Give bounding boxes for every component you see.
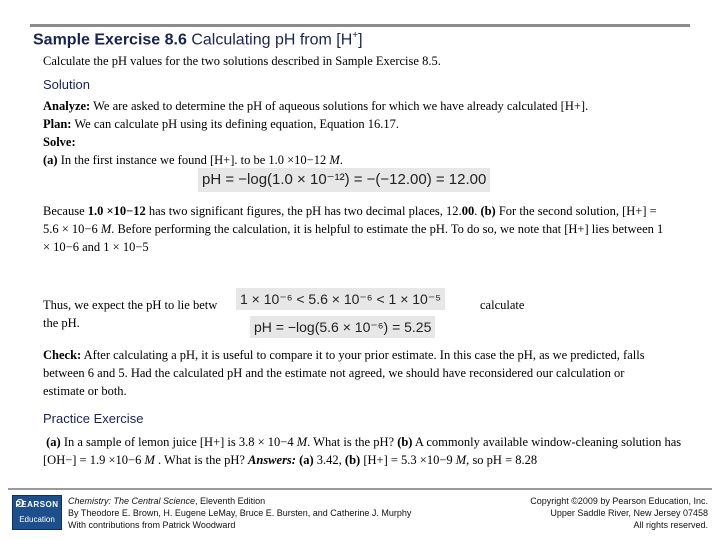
solution-heading: Solution	[43, 77, 90, 92]
plan-label: Plan:	[43, 117, 72, 131]
plan-paragraph	[43, 115, 668, 133]
because-bold-3: (b)	[480, 204, 496, 218]
top-rule	[30, 24, 690, 27]
part-a-paragraph	[43, 151, 668, 169]
answer-a-label: (a)	[295, 453, 314, 467]
because-text-1: Because	[43, 204, 88, 218]
equation-ph-part-a: pH = −log(1.0 × 10⁻¹²) = −(−12.00) = 12.00	[198, 168, 490, 192]
solve-label	[43, 133, 668, 151]
pearson-logo	[12, 495, 62, 530]
title-rest: Calculating pH from [H	[186, 31, 353, 49]
thus-line-2: the pH.	[43, 316, 80, 330]
practice-paragraph	[43, 433, 703, 469]
title-close: ]	[358, 31, 363, 49]
practice-heading: Practice Exercise	[43, 411, 144, 426]
footer-title-line	[68, 495, 411, 507]
footer-authors: By Theodore E. Brown, H. Eugene LeMay, Bruce E. Bursten, and Catherine J. Murphy	[68, 508, 412, 518]
part-a-end: .	[339, 153, 343, 167]
solve-label-text: Solve:	[43, 135, 76, 149]
answer-a: 3.42,	[313, 453, 345, 467]
thus-line-1-end: calculate	[480, 298, 525, 312]
answer-b-unit: M,	[455, 453, 470, 467]
because-text-2: has two significant figures, the pH has two decimal places, 12.	[145, 204, 462, 218]
because-bold-2: 00	[461, 204, 475, 218]
footer-edition: , Eleventh Edition	[195, 496, 266, 506]
answer-b-end: so pH = 8.28	[469, 453, 538, 467]
part-a-label: (a)	[43, 153, 58, 167]
logo-pearson-text: PEARSON	[15, 500, 59, 509]
equation-estimate: 1 × 10⁻⁶ < 5.6 × 10⁻⁶ < 1 × 10⁻⁵	[236, 288, 445, 310]
because-text-3: .	[474, 204, 481, 218]
part-a-text: In the first instance we found [H+]. to be 1.0 ×10−12	[57, 153, 330, 167]
footer-copyright-line: Copyright ©2009 by Pearson Education, Inc.	[530, 496, 708, 506]
footer-rights: All rights reserved.	[633, 520, 708, 530]
footer-contrib: With contributions from Patrick Woodward	[68, 520, 236, 530]
analyze-text: We are asked to determine the pH of aqueous solutions for which we have already calculated [H+].	[90, 99, 589, 113]
practice-a-unit: M	[296, 435, 308, 449]
practice-a-text: In a sample of lemon juice [H+] is 3.8 × 10−4	[60, 435, 297, 449]
practice-a-text-2: . What is the pH?	[307, 435, 398, 449]
practice-a-label: (a)	[46, 435, 61, 449]
footer-copyright	[530, 495, 708, 531]
part-a-unit: M	[329, 153, 340, 167]
practice-b-text-2: . What is the pH?	[154, 453, 249, 467]
check-label: Check:	[43, 348, 82, 362]
footer-address: Upper Saddle River, New Jersey 07458	[550, 508, 708, 518]
page-title	[33, 30, 363, 49]
answer-b: [H+] = 5.3 ×10−9	[360, 453, 456, 467]
footer-book-info	[68, 495, 411, 531]
answer-b-label: (b)	[344, 453, 361, 467]
title-sup: +	[352, 30, 359, 41]
footer-book-title: Chemistry: The Central Science	[68, 496, 196, 506]
because-italic-1: M	[100, 222, 112, 236]
check-paragraph	[43, 346, 668, 400]
logo-education-text: Education	[19, 515, 55, 524]
because-text-5: . Before performing the calculation, it is helpful to estimate the pH. To do so, we note that [H+] lies between 1 × 10−6 and 1 × 10−5	[43, 222, 664, 254]
because-bold-1: 1.0 ×10−12	[87, 204, 146, 218]
because-text-4: For the second solution, [H+] = 5.6 × 10−6	[43, 204, 657, 236]
answers-label: Answers:	[248, 453, 296, 467]
intro-text: Calculate the pH values for the two solutions described in Sample Exercise 8.5.	[43, 54, 441, 68]
title-bold: Sample Exercise 8.6	[33, 31, 187, 49]
thus-line-1: Thus, we expect the pH to lie betw	[43, 298, 218, 312]
practice-b-label: (b)	[397, 435, 413, 449]
analyze-label: Analyze:	[43, 99, 91, 113]
check-text: After calculating a pH, it is useful to compare it to your prior estimate. In this case the pH, as we predicted, falls between 6 and 5. Had the calculated pH and the estimate not agreed, we should have reconsidered our calculation or estimate or both.	[43, 348, 645, 398]
practice-b-text: A commonly available window-cleaning solution has [OH−] = 1.9 ×10−6	[43, 435, 682, 467]
bottom-rule	[8, 488, 712, 490]
plan-text: We can calculate pH using its defining equation, Equation 16.17.	[71, 117, 399, 131]
because-paragraph	[43, 202, 668, 256]
equation-ph-part-b: pH = −log(5.6 × 10⁻⁶) = 5.25	[250, 316, 435, 338]
practice-b-unit: M	[144, 453, 155, 467]
analyze-paragraph	[43, 97, 668, 115]
